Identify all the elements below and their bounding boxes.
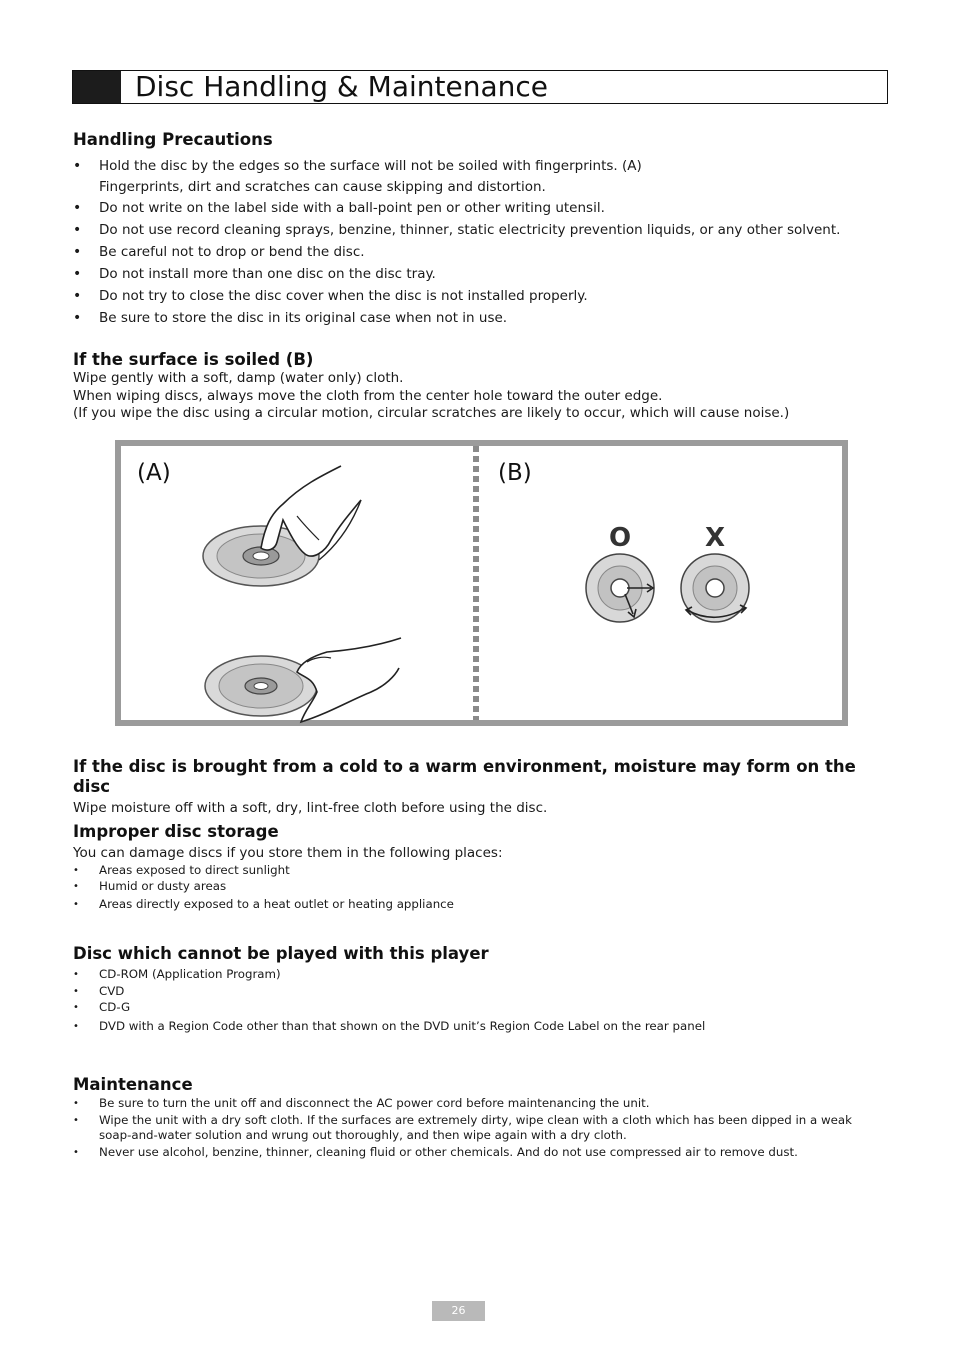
- soiled-line: Wipe gently with a soft, damp (water only) cloth.: [73, 370, 404, 386]
- list-item: [73, 220, 883, 242]
- storage-section: [73, 822, 883, 913]
- storage-heading: Improper disc storage: [73, 822, 279, 841]
- bullet: •: [73, 266, 82, 282]
- list-item: [73, 286, 883, 308]
- figure-divider: [473, 446, 479, 720]
- list-item: [73, 1145, 883, 1161]
- list-item-text: CD-ROM (Application Program): [99, 967, 281, 981]
- list-item-text: Do not write on the label side with a ball-point pen or other writing utensil.: [99, 200, 605, 216]
- bullet: •: [73, 985, 79, 997]
- maintenance-list: [73, 1096, 883, 1160]
- list-item: [73, 1000, 883, 1016]
- bullet: •: [73, 1114, 79, 1126]
- list-item-text: Hold the disc by the edges so the surface will not be soiled with fingerprints. (A): [99, 158, 642, 174]
- list-item-text: Areas directly exposed to a heat outlet or heating appliance: [99, 896, 454, 911]
- list-item-text: DVD with a Region Code other than that shown on the DVD unit’s Region Code Label on the rear panel: [99, 1018, 706, 1033]
- correct-mark: O: [608, 523, 632, 553]
- incorrect-mark: X: [704, 523, 726, 553]
- list-item-text: Be sure to store the disc in its original case when not in use.: [99, 310, 508, 326]
- figure-label-a: (A): [137, 460, 171, 486]
- bullet: •: [73, 1098, 79, 1109]
- soiled-section: [73, 350, 883, 423]
- list-item-text-line2: Fingerprints, dirt and scratches can cause skipping and distortion.: [99, 179, 546, 195]
- list-item: [73, 198, 883, 220]
- bullet: •: [73, 1020, 79, 1032]
- maintenance-heading: Maintenance: [73, 1075, 193, 1094]
- cannot-play-section: [73, 944, 883, 1035]
- moisture-heading: If the disc is brought from a cold to a warm environment, moisture may form on the disc: [73, 757, 856, 796]
- list-item: [73, 308, 883, 330]
- list-item: [73, 897, 883, 913]
- hand-holding-disc-illustration: [201, 456, 411, 726]
- list-item: [73, 863, 883, 879]
- page-title: Disc Handling & Maintenance: [135, 70, 548, 103]
- disc-handling-figure: [115, 440, 848, 726]
- list-item-text: Do not try to close the disc cover when the disc is not installed properly.: [99, 288, 588, 304]
- storage-intro: You can damage discs if you store them in the following places:: [73, 845, 503, 861]
- bullet: •: [73, 244, 82, 260]
- list-item: [73, 156, 883, 198]
- list-item-text: CD-G: [99, 1000, 131, 1014]
- soiled-line: (If you wipe the disc using a circular motion, circular scratches are likely to occur, which will cause noise.): [73, 405, 790, 421]
- list-item: [73, 967, 883, 983]
- list-item-text: Be careful not to drop or bend the disc.: [99, 244, 365, 260]
- list-item-text: CVD: [99, 983, 125, 998]
- list-item: [73, 984, 883, 1000]
- bullet: •: [73, 898, 79, 910]
- bullet: •: [73, 310, 82, 326]
- list-item-text: Areas exposed to direct sunlight: [99, 862, 290, 877]
- page-number: 26: [432, 1301, 485, 1321]
- list-item: [73, 264, 883, 286]
- bullet: •: [73, 222, 82, 238]
- soiled-heading: If the surface is soiled (B): [73, 350, 314, 369]
- cannot-play-heading: Disc which cannot be played with this player: [73, 944, 489, 963]
- handling-list: [73, 156, 883, 330]
- figure-label-b: (B): [498, 460, 532, 486]
- cannot-play-list: [73, 967, 883, 1034]
- list-item-text: Be sure to turn the unit off and disconnect the AC power cord before maintenancing the unit.: [99, 1096, 650, 1110]
- page-title-bar: [72, 70, 888, 104]
- handling-section: [73, 130, 883, 330]
- maintenance-section: [73, 1075, 883, 1161]
- bullet: •: [73, 881, 79, 892]
- list-item-text: Do not use record cleaning sprays, benzine, thinner, static electricity prevention liquids, or any other solvent.: [99, 222, 841, 238]
- bullet: •: [73, 1146, 79, 1158]
- title-accent-block: [73, 71, 121, 103]
- bullet: •: [73, 864, 79, 876]
- soiled-line: When wiping discs, always move the cloth from the center hole toward the outer edge.: [73, 387, 663, 404]
- list-item: [73, 879, 883, 895]
- storage-list: [73, 863, 883, 913]
- handling-heading: Handling Precautions: [73, 130, 273, 149]
- moisture-section: [73, 757, 883, 818]
- list-item-text: Do not install more than one disc on the disc tray.: [99, 266, 436, 282]
- list-item-text: Humid or dusty areas: [99, 879, 227, 893]
- list-item-text: Never use alcohol, benzine, thinner, cleaning fluid or other chemicals. And do not use compressed air to remove dust.: [99, 1144, 798, 1159]
- bullet: •: [73, 288, 82, 304]
- list-item: [73, 1019, 883, 1035]
- list-item: [73, 242, 883, 264]
- moisture-text: Wipe moisture off with a soft, dry, lint-free cloth before using the disc.: [73, 800, 548, 816]
- list-item: [73, 1096, 883, 1112]
- list-item-text: Wipe the unit with a dry soft cloth. If the surfaces are extremely dirty, wipe clean with a cloth which has been dipped in a weak soap-and-water solution and wrung out thoroughly, and then wipe again with a dry cloth.: [99, 1112, 852, 1142]
- bullet: •: [73, 1002, 79, 1013]
- wiping-direction-illustration: [575, 516, 755, 626]
- list-item: [73, 1113, 883, 1144]
- bullet: •: [73, 969, 79, 980]
- bullet: •: [73, 158, 82, 174]
- bullet: •: [73, 200, 82, 216]
